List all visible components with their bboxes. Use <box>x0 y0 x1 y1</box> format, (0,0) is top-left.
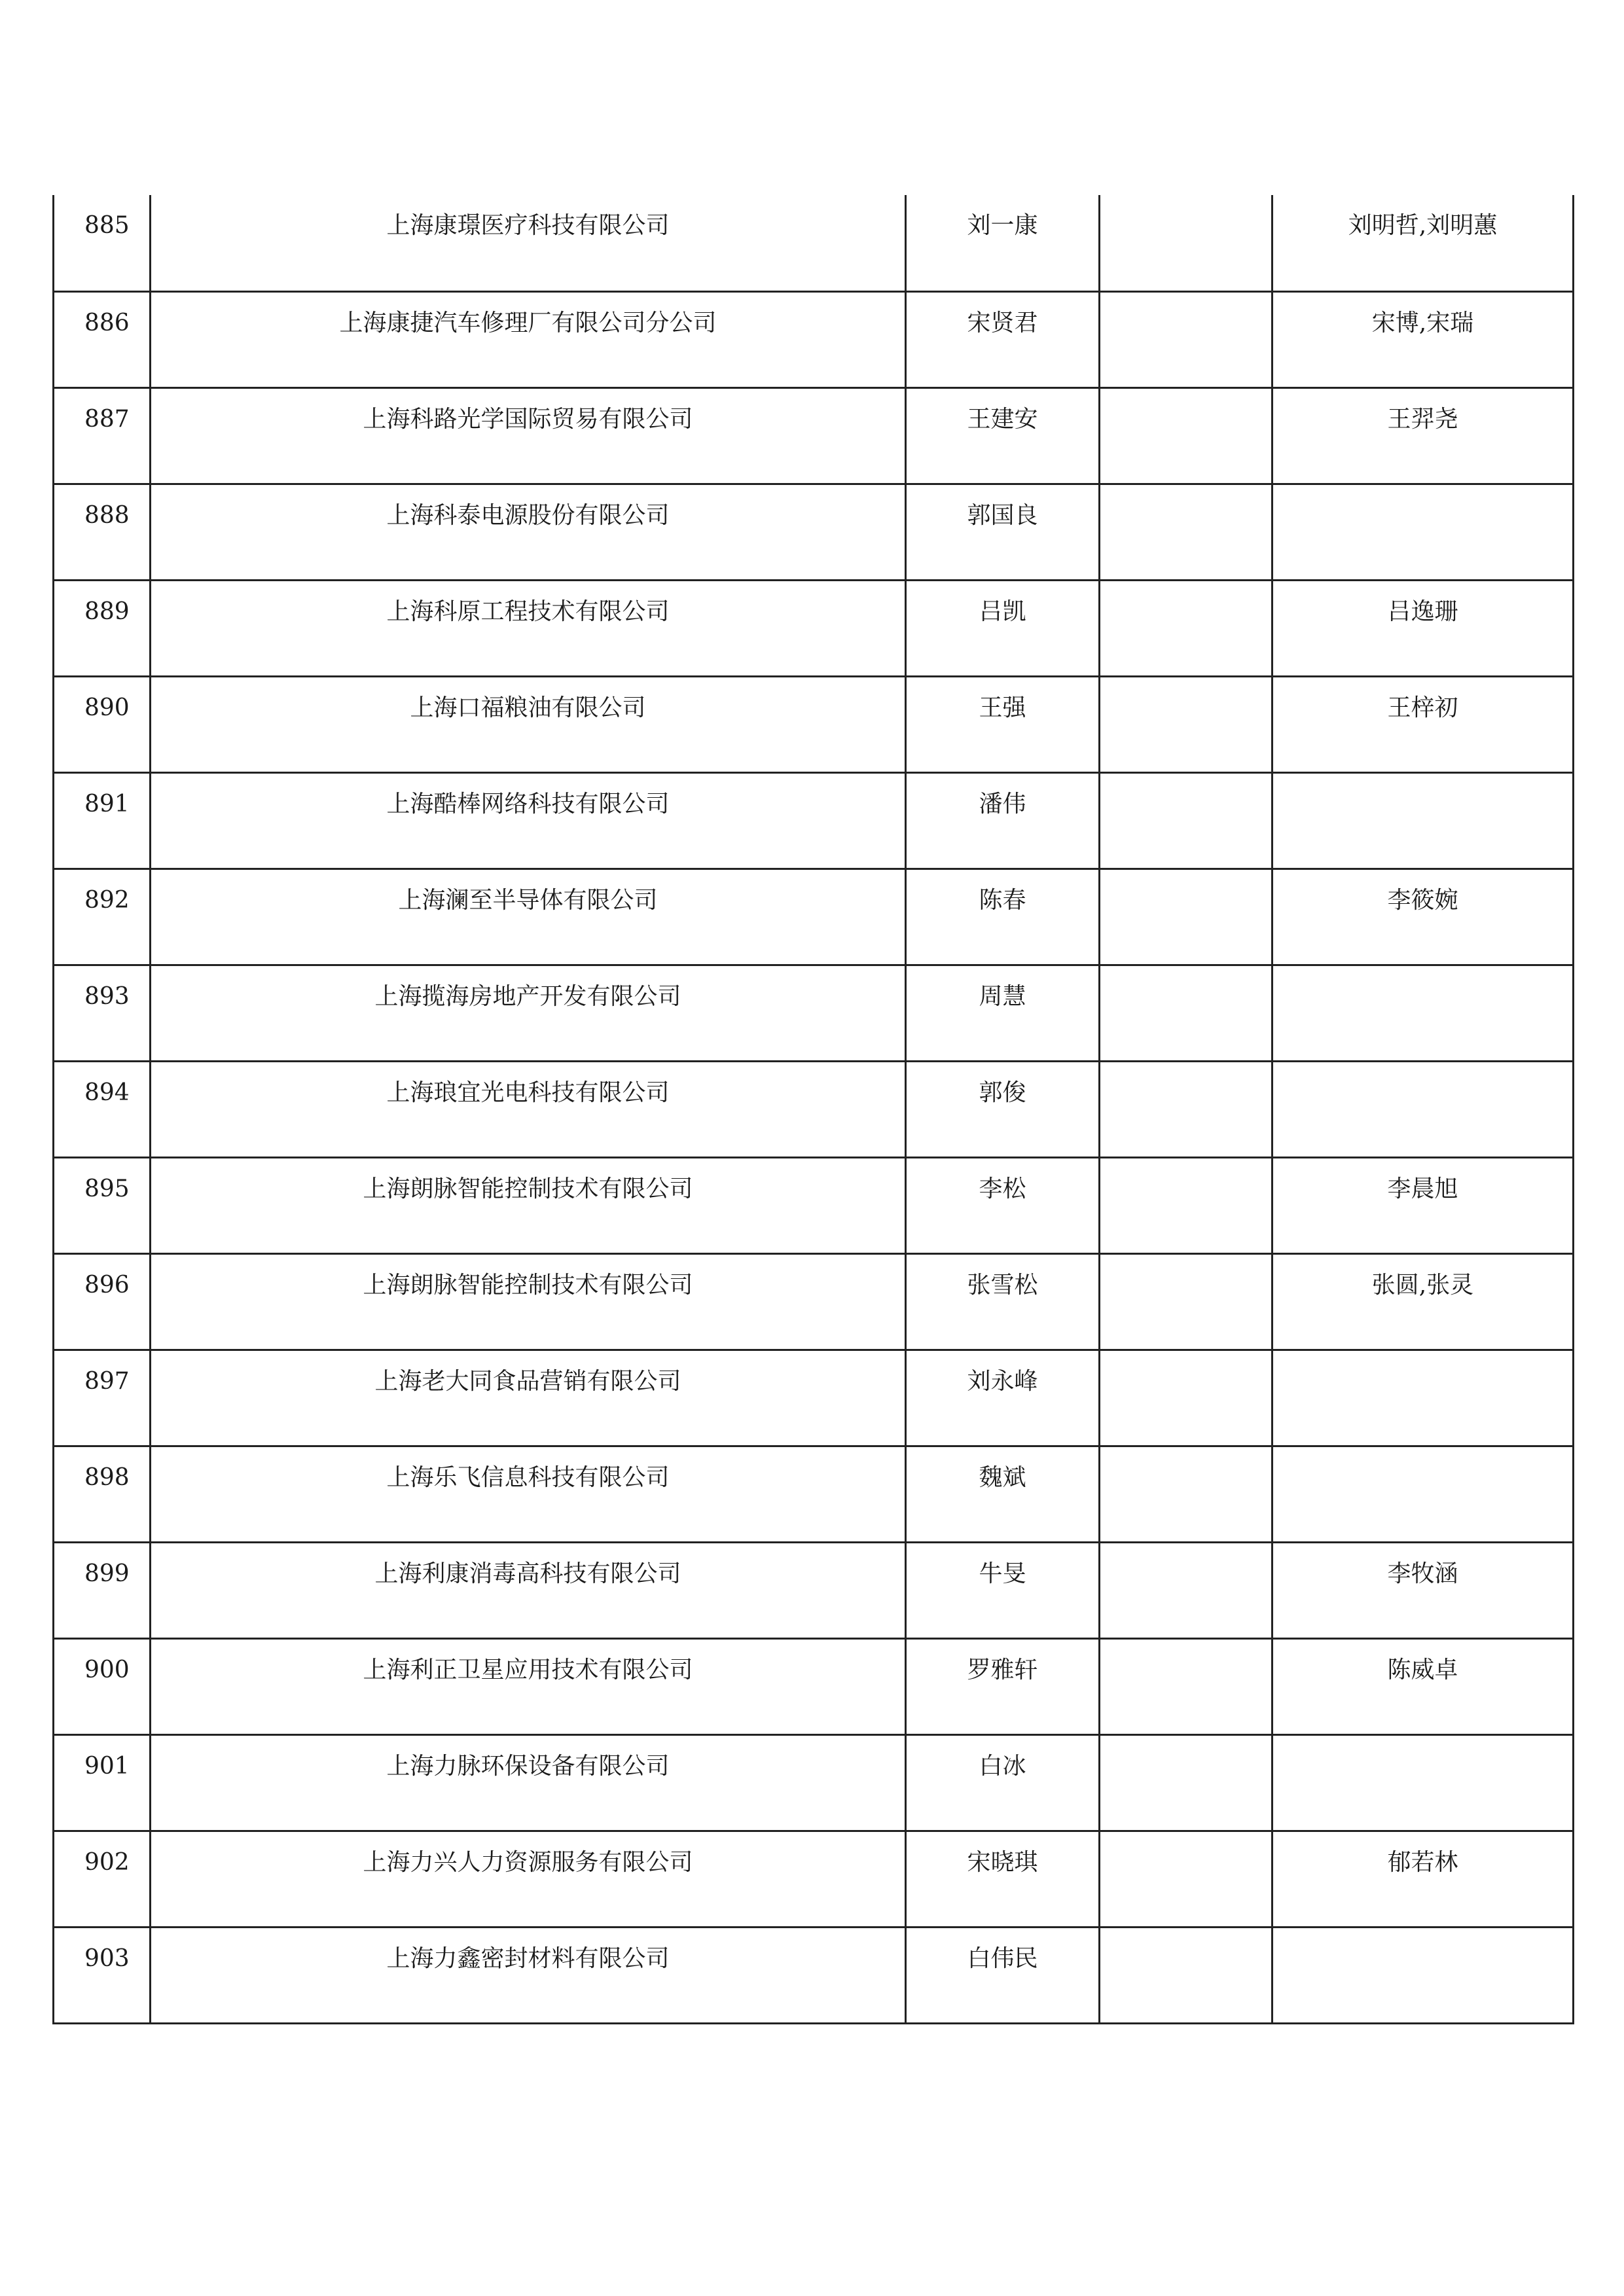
family-names <box>1272 1446 1574 1542</box>
family-names <box>1272 772 1574 869</box>
blank-cell <box>1100 291 1272 387</box>
row-number: 901 <box>54 1734 151 1831</box>
roster-table <box>52 195 1574 2024</box>
table-row <box>54 1734 1574 1831</box>
blank-cell <box>1100 1350 1272 1446</box>
table-row <box>54 1831 1574 1927</box>
person-name: 潘伟 <box>906 772 1100 869</box>
company-name: 上海乐飞信息科技有限公司 <box>151 1446 906 1542</box>
company-name: 上海力鑫密封材料有限公司 <box>151 1927 906 2023</box>
company-name: 上海科原工程技术有限公司 <box>151 580 906 676</box>
family-names <box>1272 484 1574 580</box>
blank-cell <box>1100 1734 1272 1831</box>
family-names: 王梓初 <box>1272 676 1574 772</box>
table-row <box>54 772 1574 869</box>
table-row <box>54 387 1574 484</box>
row-number: 887 <box>54 387 151 484</box>
row-number: 892 <box>54 869 151 965</box>
family-names: 李筱婉 <box>1272 869 1574 965</box>
person-name: 牛旻 <box>906 1542 1100 1638</box>
company-name: 上海科泰电源股份有限公司 <box>151 484 906 580</box>
company-name: 上海朗脉智能控制技术有限公司 <box>151 1157 906 1253</box>
person-name: 魏斌 <box>906 1446 1100 1542</box>
family-names <box>1272 1734 1574 1831</box>
family-names: 陈威卓 <box>1272 1638 1574 1734</box>
blank-cell <box>1100 676 1272 772</box>
company-name: 上海揽海房地产开发有限公司 <box>151 965 906 1061</box>
blank-cell <box>1100 195 1272 291</box>
table-row <box>54 1350 1574 1446</box>
person-name: 李松 <box>906 1157 1100 1253</box>
company-name: 上海澜至半导体有限公司 <box>151 869 906 965</box>
blank-cell <box>1100 1446 1272 1542</box>
blank-cell <box>1100 1253 1272 1350</box>
roster-sheet <box>52 195 1572 2024</box>
row-number: 902 <box>54 1831 151 1927</box>
table-row <box>54 195 1574 291</box>
blank-cell <box>1100 1638 1272 1734</box>
person-name: 宋晓琪 <box>906 1831 1100 1927</box>
company-name: 上海老大同食品营销有限公司 <box>151 1350 906 1446</box>
blank-cell <box>1100 484 1272 580</box>
table-row <box>54 1253 1574 1350</box>
blank-cell <box>1100 1927 1272 2023</box>
family-names <box>1272 1061 1574 1157</box>
row-number: 890 <box>54 676 151 772</box>
person-name: 王建安 <box>906 387 1100 484</box>
row-number: 885 <box>54 195 151 291</box>
table-row <box>54 1542 1574 1638</box>
table-row <box>54 1927 1574 2023</box>
blank-cell <box>1100 965 1272 1061</box>
company-name: 上海琅宜光电科技有限公司 <box>151 1061 906 1157</box>
row-number: 891 <box>54 772 151 869</box>
family-names: 刘明哲,刘明蕙 <box>1272 195 1574 291</box>
company-name: 上海利康消毒高科技有限公司 <box>151 1542 906 1638</box>
family-names: 李晨旭 <box>1272 1157 1574 1253</box>
blank-cell <box>1100 869 1272 965</box>
company-name: 上海酷棒网络科技有限公司 <box>151 772 906 869</box>
person-name: 刘一康 <box>906 195 1100 291</box>
company-name: 上海康璟医疗科技有限公司 <box>151 195 906 291</box>
blank-cell <box>1100 580 1272 676</box>
family-names <box>1272 965 1574 1061</box>
row-number: 889 <box>54 580 151 676</box>
family-names <box>1272 1350 1574 1446</box>
row-number: 903 <box>54 1927 151 2023</box>
blank-cell <box>1100 772 1272 869</box>
table-row <box>54 869 1574 965</box>
row-number: 895 <box>54 1157 151 1253</box>
company-name: 上海口福粮油有限公司 <box>151 676 906 772</box>
row-number: 896 <box>54 1253 151 1350</box>
company-name: 上海朗脉智能控制技术有限公司 <box>151 1253 906 1350</box>
row-number: 893 <box>54 965 151 1061</box>
family-names: 张圆,张灵 <box>1272 1253 1574 1350</box>
table-row <box>54 676 1574 772</box>
row-number: 898 <box>54 1446 151 1542</box>
table-row <box>54 965 1574 1061</box>
person-name: 白伟民 <box>906 1927 1100 2023</box>
company-name: 上海力脉环保设备有限公司 <box>151 1734 906 1831</box>
person-name: 吕凯 <box>906 580 1100 676</box>
person-name: 周慧 <box>906 965 1100 1061</box>
table-row <box>54 484 1574 580</box>
company-name: 上海利正卫星应用技术有限公司 <box>151 1638 906 1734</box>
table-row <box>54 1446 1574 1542</box>
person-name: 郭国良 <box>906 484 1100 580</box>
family-names: 吕逸珊 <box>1272 580 1574 676</box>
person-name: 郭俊 <box>906 1061 1100 1157</box>
row-number: 888 <box>54 484 151 580</box>
table-row <box>54 291 1574 387</box>
row-number: 894 <box>54 1061 151 1157</box>
family-names: 郁若林 <box>1272 1831 1574 1927</box>
blank-cell <box>1100 1831 1272 1927</box>
company-name: 上海科路光学国际贸易有限公司 <box>151 387 906 484</box>
table-row <box>54 580 1574 676</box>
row-number: 897 <box>54 1350 151 1446</box>
blank-cell <box>1100 387 1272 484</box>
table-row <box>54 1157 1574 1253</box>
person-name: 张雪松 <box>906 1253 1100 1350</box>
family-names: 宋博,宋瑞 <box>1272 291 1574 387</box>
person-name: 王强 <box>906 676 1100 772</box>
person-name: 白冰 <box>906 1734 1100 1831</box>
row-number: 899 <box>54 1542 151 1638</box>
person-name: 罗雅轩 <box>906 1638 1100 1734</box>
company-name: 上海力兴人力资源服务有限公司 <box>151 1831 906 1927</box>
blank-cell <box>1100 1542 1272 1638</box>
family-names: 李牧涵 <box>1272 1542 1574 1638</box>
table-row <box>54 1638 1574 1734</box>
row-number: 900 <box>54 1638 151 1734</box>
table-row <box>54 1061 1574 1157</box>
family-names <box>1272 1927 1574 2023</box>
family-names: 王羿尧 <box>1272 387 1574 484</box>
blank-cell <box>1100 1157 1272 1253</box>
person-name: 刘永峰 <box>906 1350 1100 1446</box>
blank-cell <box>1100 1061 1272 1157</box>
company-name: 上海康捷汽车修理厂有限公司分公司 <box>151 291 906 387</box>
person-name: 陈春 <box>906 869 1100 965</box>
row-number: 886 <box>54 291 151 387</box>
person-name: 宋贤君 <box>906 291 1100 387</box>
